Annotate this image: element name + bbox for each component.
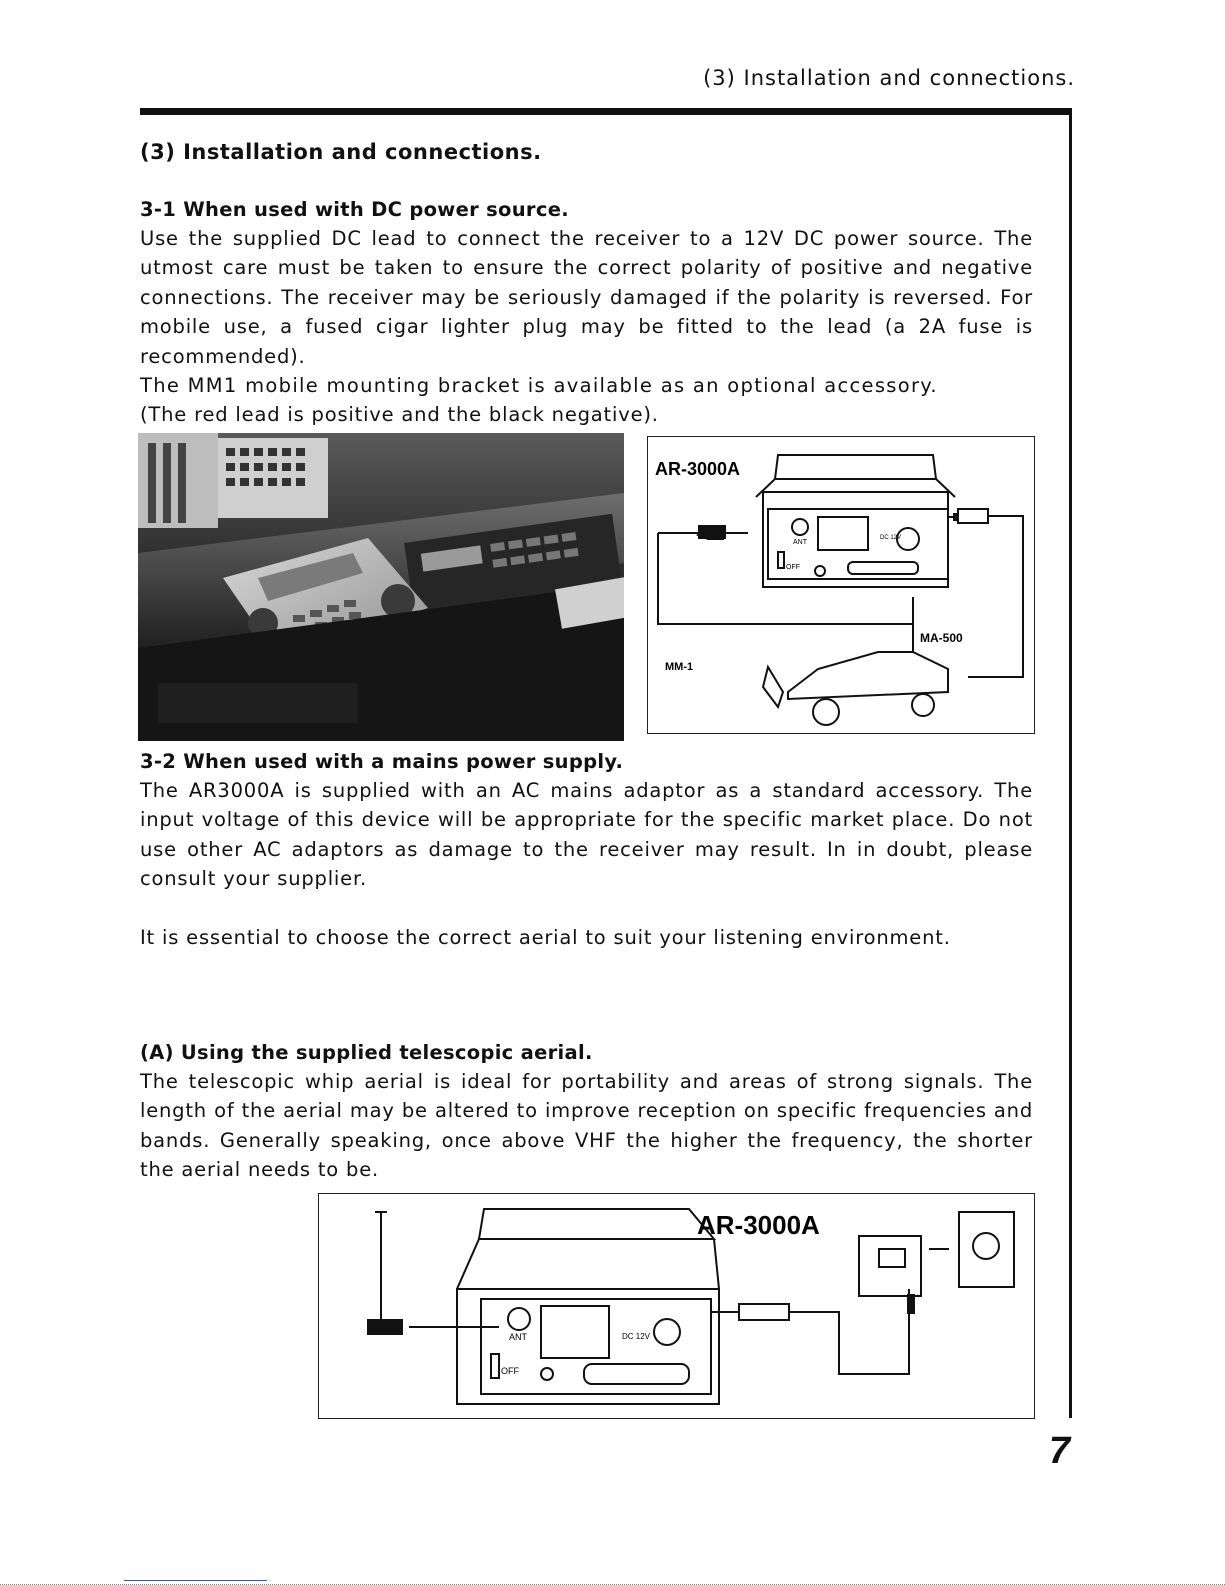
dc-heading: 3-1 When used with DC power source.: [140, 198, 569, 221]
dc-connection-diagram: [647, 436, 1035, 734]
mains-heading: 3-2 When used with a mains power supply.: [140, 750, 624, 773]
mains-connection-diagram: [318, 1193, 1035, 1419]
diagram2-dc12v-label: DC 12V: [622, 1332, 651, 1341]
diagram2-off-label: OFF: [501, 1366, 519, 1376]
essential-paragraph: It is essential to choose the correct aerial to suit your listening environment.: [140, 926, 951, 949]
dashboard-photo-image: [138, 433, 624, 741]
aerial-paragraph: The telescopic whip aerial is ideal for portability and areas of strong signals. The length of the aerial may be altered to improve reception on specific frequencies and bands. Generally speaking, once above VHF the higher the frequency, the shorter the aerial needs to be.: [140, 1070, 1033, 1182]
mains-connection-drawing: [319, 1194, 1034, 1418]
bottom-link-underline: [124, 1579, 267, 1581]
mains-paragraph: The AR3000A is supplied with an AC mains adaptor as a standard accessory. The input voltage of this device will be appropriate for the specific market place. Do not use other AC adaptors as damage to the receiver may result. In in doubt, please consult your supplier.: [140, 779, 1033, 891]
running-header: (3) Installation and connections.: [703, 66, 1075, 90]
diagram2-model-label: AR-3000A: [697, 1210, 820, 1240]
page-number: 7: [1048, 1430, 1070, 1472]
diagram1-mm1-label: MM-1: [665, 661, 694, 673]
diagram1-ant-label: ANT: [793, 539, 807, 546]
bracket-line: The MM1 mobile mounting bracket is available as an optional accessory.: [140, 374, 938, 397]
dc-connection-drawing: [648, 437, 1034, 733]
diagram2-ant-label: ANT: [509, 1332, 527, 1342]
section-title: (3) Installation and connections.: [140, 140, 542, 164]
diagram1-off-label: OFF: [786, 564, 800, 571]
aerial-heading: (A) Using the supplied telescopic aerial.: [140, 1041, 593, 1064]
diagram1-ma500-label: MA-500: [920, 631, 963, 645]
dc-paragraph: Use the supplied DC lead to connect the receiver to a 12V DC power source. The utmost care must be taken to ensure the correct polarity of positive and negative connections. The receiver may be seriously damaged if the polarity is reversed. For mobile use, a fused cigar lighter plug may be fitted to the lead (a 2A fuse is recommended).: [140, 227, 1033, 368]
top-rule: [140, 108, 1072, 115]
receiver-top-shape: [775, 455, 936, 479]
right-margin-rule: [1069, 113, 1072, 1418]
polarity-line: (The red lead is positive and the black negative).: [140, 403, 659, 426]
diagram1-dc12v-label: DC 12V: [880, 535, 902, 541]
dashboard-photo: [138, 433, 624, 741]
diagram1-model-label: AR-3000A: [655, 459, 741, 479]
